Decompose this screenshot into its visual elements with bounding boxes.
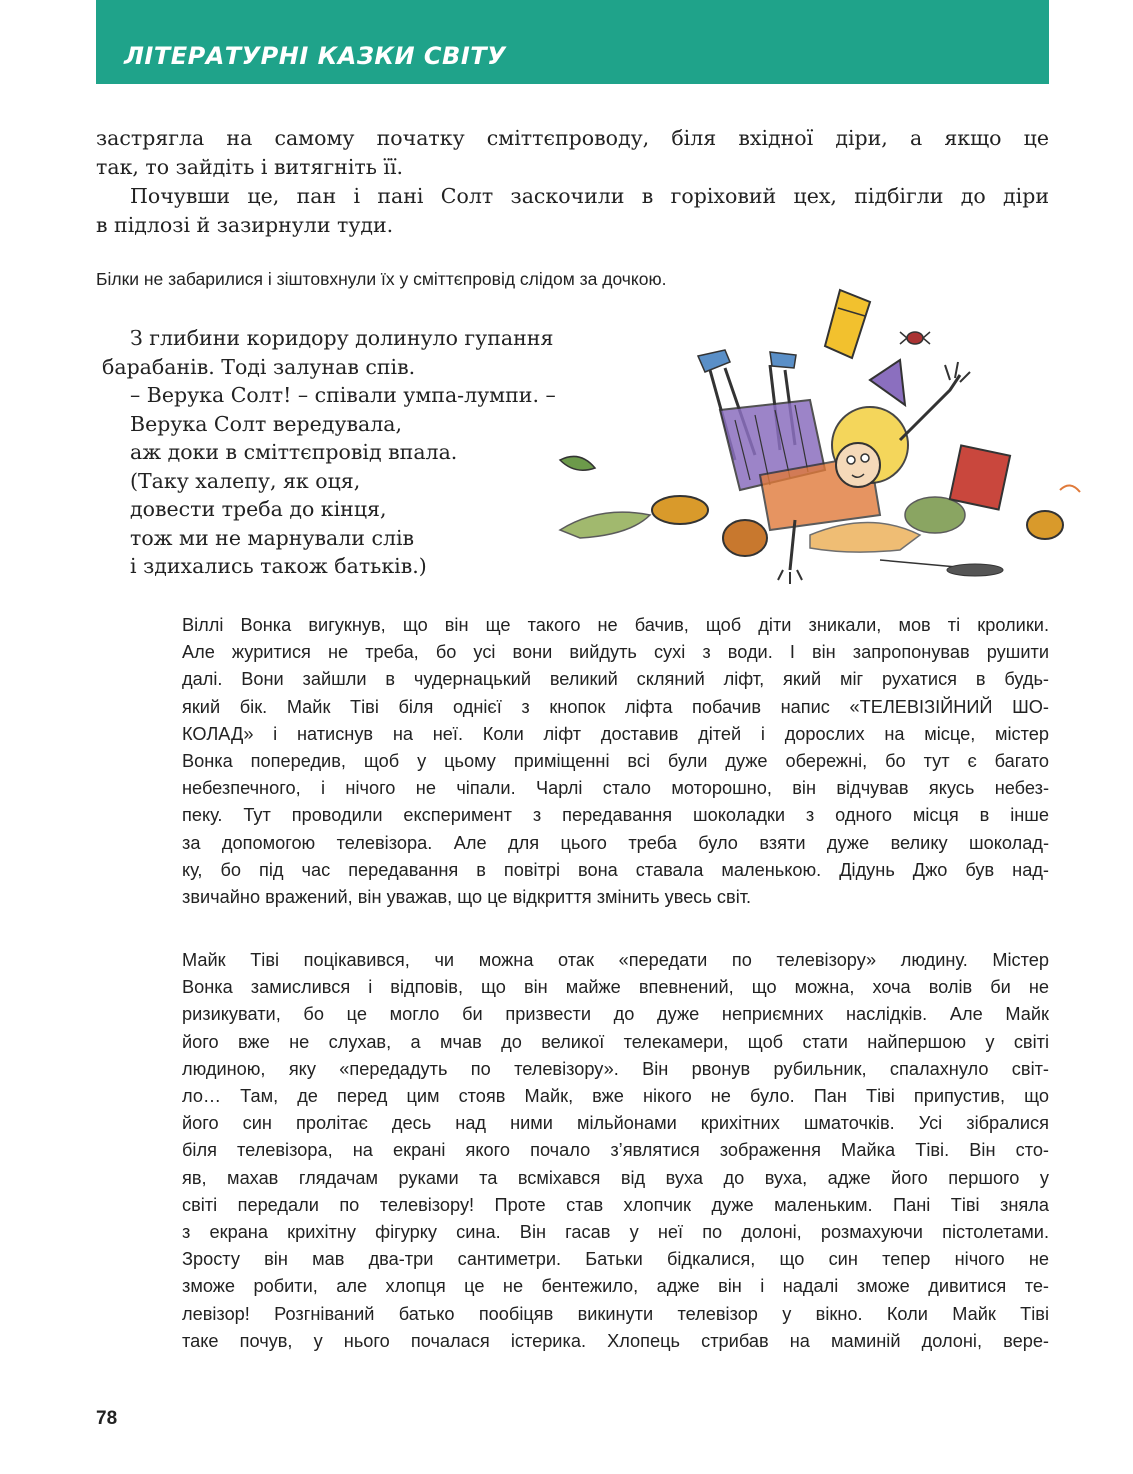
poem-line: тож ми не марнували слів	[130, 525, 415, 550]
text-line: біля телевізора, на екрані якого почало з’являтися зображення Майка Тіві. Він сто-	[182, 1140, 1049, 1161]
poem-line: і здихались також батьків.)	[130, 554, 427, 578]
text-line: Зросту він мав два-три сантиметри. Батьки бідкалися, що син тепер нічого не	[182, 1249, 1049, 1270]
text-line: ло… Там, де перед цим стояв Майк, вже нікого не було. Пан Тіві припустив, що	[182, 1086, 1049, 1107]
text-line: в підлозі й зазирнули туди.	[96, 213, 394, 237]
page-number: 78	[96, 1408, 118, 1429]
poem-line: аж доки в сміттєпровід впала.	[130, 440, 458, 464]
text-line: пеку. Тут проводили експеримент з передавання шоколадки з одного місця в інше	[182, 805, 1049, 826]
paragraph-2	[182, 947, 1049, 1355]
text-line: з екрана крихітну фігурку сина. Він гасав у неї по долоні, розмахуючи пістолетами.	[182, 1222, 1049, 1243]
text-line: яв, махав глядачам руками та всміхався від вуха до вуха, адже його першого у	[182, 1167, 1049, 1188]
text-line: людиною, яку «передадуть по телевізору». Він рвонув рубильник, спалахнуло світ-	[182, 1058, 1049, 1079]
text-line: звичайно вражений, він уважав, що це відкриття змінить увесь світ.	[182, 887, 752, 908]
text-line: левізор! Розгніваний батько пообіцяв викинути телевізор у вікно. Коли Майк Тіві	[182, 1303, 1049, 1324]
text-line: світі передали по телевізору! Проте став хлопчик дуже маленьким. Пані Тіві зняла	[182, 1194, 1049, 1215]
poem-line: (Таку халепу, як оця,	[130, 468, 361, 493]
poem-line: Верука Солт вередувала,	[130, 411, 402, 436]
top-text-block	[96, 124, 1049, 240]
chapter-header	[96, 0, 1049, 84]
text-line: Почувши це, пан і пані Солт заскочили в горіховий цех, підбігли до діри	[130, 184, 1049, 208]
text-line: Але журитися не треба, бо усі вони вийдуть сухі з води. І він запропонував рушити	[182, 642, 1049, 663]
poem-line: – Верука Солт! – співали умпа-лумпи. –	[130, 383, 556, 407]
text-line: КОЛАД» і натиснув на неї. Коли ліфт доставив дітей і дорослих на місце, містер	[182, 723, 1049, 744]
text-line: його вже не слухав, а мчав до великої телекамери, щоб стати найпершою у світі	[182, 1031, 1049, 1052]
text-line: ку, бо під час передавання в повітрі вона ставала маленькою. Дідунь Джо був над-	[182, 859, 1049, 880]
paragraph-1	[182, 612, 1049, 911]
poem-line: довести треба до кінця,	[130, 497, 387, 521]
text-line: за допомогою телевізора. Але для цього треба було взяти дуже велику шоколад-	[182, 832, 1049, 853]
text-line: який бік. Майк Тіві біля однієї з кнопок ліфта побачив напис «ТЕЛЕВІЗІЙНИЙ ШО-	[182, 696, 1049, 717]
text-line: так, то зайдіть і витягніть її.	[96, 155, 404, 179]
summary-line: Білки не забарилися і зіштовхнули їх у сміттєпровід слідом за дочкою.	[96, 269, 667, 289]
chapter-title: ЛІТЕРАТУРНІ КАЗКИ СВІТУ	[124, 42, 507, 70]
text-line: Віллі Вонка вигукнув, що він ще такого не бачив, щоб діти зникали, мов ті кролики.	[182, 615, 1049, 635]
text-line: небезпечного, і нічого не чіпали. Чарлі стало моторошно, він відчував якусь небез-	[182, 778, 1049, 799]
poem-line: барабанів. Тоді залунав спів.	[102, 354, 416, 379]
text-line: Вонка попередив, щоб у цьому приміщенні всі були дуже обережні, бо тут є багато	[182, 751, 1049, 772]
text-line: Майк Тіві поцікавився, чи можна отак «передати по телевізору» людину. Містер	[182, 950, 1049, 970]
text-line: Вонка замислився і відповів, що він майже впевнений, що можна, хоча волів би не	[182, 977, 1049, 998]
text-line: зможе робити, але хлопця це не бентежило, адже він і надалі зможе дивитися те-	[182, 1276, 1049, 1297]
text-line: його син пролітає десь над ними мільйонами крихітних шматочків. Усі зібралися	[182, 1113, 1049, 1134]
text-line: таке почув, у нього почалася істерика. Хлопець стрибав на маминій долоні, вере-	[182, 1330, 1049, 1351]
text-line: далі. Вони зайшли в чудернацький великий скляний ліфт, який міг рухатися в будь-	[182, 669, 1049, 690]
poem-line: З глибини коридору долинуло гупання	[130, 326, 554, 350]
falling-girl-illustration	[540, 280, 1100, 600]
text-line: застрягла на самому початку сміттєпроводу, біля вхідної діри, а якщо це	[96, 126, 1049, 150]
text-line: ризикувати, бо це могло би призвести до дуже неприємних наслідків. Але Майк	[182, 1004, 1049, 1025]
